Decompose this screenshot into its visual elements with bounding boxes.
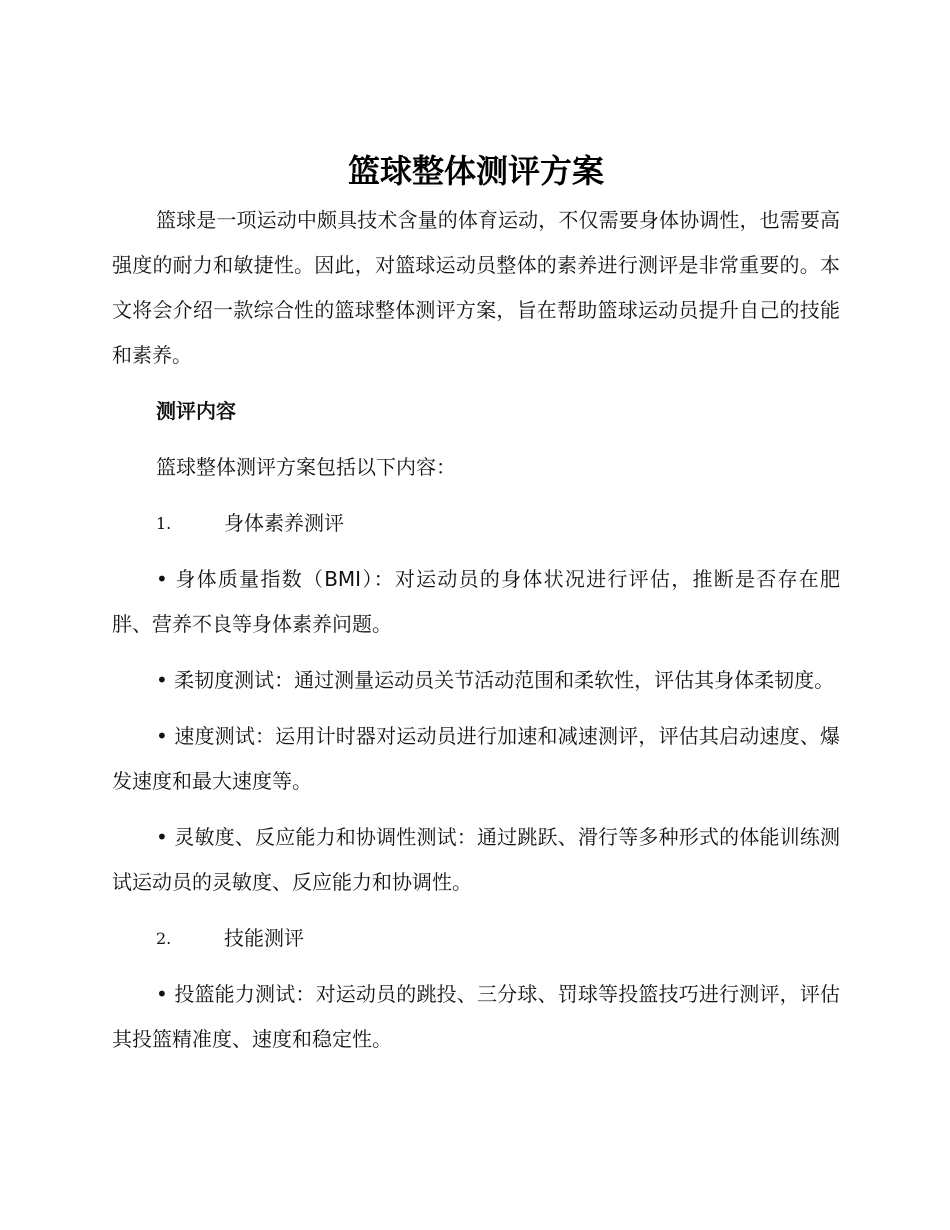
bullet-speed: • 速度测试：运用计时器对运动员进行加速和减速测评，评估其启动速度、爆发速度和最大速度等。 [112, 724, 840, 793]
document-body [112, 146, 840, 1062]
intro-paragraph: 篮球是一项运动中颇具技术含量的体育运动，不仅需要身体协调性，也需要高强度的耐力和敏捷性。因此，对篮球运动员整体的素养进行测评是非常重要的。本文将会介绍一款综合性的篮球整体测评方案，旨在帮助篮球运动员提升自己的技能和素养。 [112, 208, 840, 367]
bullet-bmi: • 身体质量指数（BMI）：对运动员的身体状况进行评估，推断是否存在肥胖、营养不良等身体素养问题。 [112, 567, 840, 636]
section-lead: 篮球整体测评方案包括以下内容： [156, 455, 456, 479]
item-number: 2. [156, 929, 172, 948]
item-label: 身体素养测评 [224, 511, 344, 535]
bullet-flexibility: • 柔韧度测试：通过测量运动员关节活动范围和柔软性，评估其身体柔韧度。 [156, 668, 835, 692]
bullet-agility: • 灵敏度、反应能力和协调性测试：通过跳跃、滑行等多种形式的体能训练测试运动员的灵敏度、反应能力和协调性。 [112, 825, 840, 894]
numbered-item-2 [112, 916, 840, 961]
bullet-shooting: • 投篮能力测试：对运动员的跳投、三分球、罚球等投篮技巧进行测评，评估其投篮精准度、速度和稳定性。 [112, 982, 840, 1051]
item-label: 技能测评 [224, 926, 304, 950]
numbered-item-1 [112, 501, 840, 546]
section-heading: 测评内容 [156, 399, 236, 423]
document-title: 篮球整体测评方案 [347, 152, 604, 190]
item-number: 1. [156, 514, 172, 533]
